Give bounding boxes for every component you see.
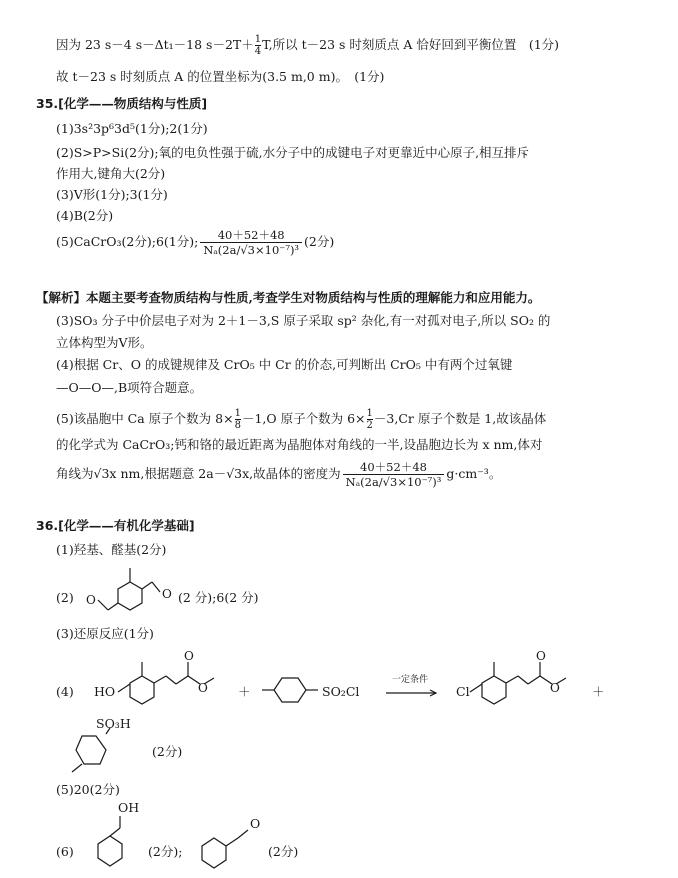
q36-answer-6-label: (6) [56, 844, 74, 859]
explain-5b: 的化学式为 CaCrO₃;钙和铬的最近距离为晶胞体对角线的一半,设晶胞边长为 x nm,体对 [56, 437, 543, 452]
e5a-part3: －3,Cr 原子个数是 1,故该晶体 [373, 411, 547, 426]
q36-heading: 36.[化学——有机化学基础] [36, 518, 195, 533]
q35-heading: 35.[化学——物质结构与性质] [36, 96, 208, 111]
q35-answer-5 [56, 228, 334, 257]
tosic-acid-structure [62, 728, 122, 778]
reactant-ester-structure [118, 648, 228, 708]
q36-answer-4-score: (2分) [152, 744, 183, 759]
fraction-quarter: $\frac{1}{4}$ [254, 34, 262, 57]
ho-group-label: HO [94, 684, 116, 699]
so2cl-label: SO₂Cl [322, 684, 360, 699]
text-line-1 [56, 34, 559, 57]
o-label: O [250, 816, 261, 831]
q36-answer-3: (3)还原反应(1分) [56, 626, 154, 641]
q35-answer-4: (4)B(2分) [56, 208, 114, 223]
product-ester-structure [470, 648, 580, 708]
explain-3b: 立体构型为V形。 [56, 335, 153, 350]
density-fraction-2: $\frac{40+52+48}{\text{Nₐ(2a/√3×10⁻⁷)³}}$ [343, 460, 445, 489]
analysis-tag: 【解析】 [36, 290, 87, 305]
q35-answer-1: (1)3s²3p⁶3d⁵(1分);2(1分) [56, 121, 208, 136]
svg-text:O: O [162, 587, 172, 601]
svg-text:O: O [184, 649, 194, 663]
q35-answer-3: (3)V形(1分);3(1分) [56, 187, 168, 202]
explain-5a [56, 408, 546, 431]
explain-5c [56, 460, 501, 489]
line1-end: T,所以 t－23 s 时刻质点 A 恰好回到平衡位置 (1分) [262, 37, 560, 52]
e5a-part1: (5)该晶胞中 Ca 原子个数为 8× [56, 411, 234, 426]
e5a-part2: －1,O 原子个数为 6× [241, 411, 366, 426]
plus-sign-1: ＋ [238, 684, 251, 699]
plus-sign-2: ＋ [592, 684, 605, 699]
q35-answer-2a: (2)S>P>Si(2分);氧的电负性强于硫,水分子中的成键电子对更靠近中心原子,相互排斥 [56, 145, 530, 160]
oh-label: OH [118, 800, 140, 815]
explain-4b: —O—O—,B项符合题意。 [56, 380, 203, 395]
e5c-part1: 角线为√3x nm,根据题意 2a－√3x,故晶体的密度为 [56, 466, 341, 481]
explain-4a: (4)根据 Cr、O 的成键规律及 CrO₅ 中 Cr 的价态,可判断出 CrO₅ 中有两个过氧键 [56, 357, 513, 372]
density-fraction: $\frac{40+52+48}{\text{Nₐ(2a/√3×10⁻⁷)³}}$ [200, 228, 302, 257]
condition-label: 一定条件 [392, 675, 429, 685]
so3h-label: SO₃H [96, 716, 131, 731]
fraction-eighth: $\frac{1}{8}$ [234, 408, 241, 431]
svg-text:O: O [86, 593, 96, 607]
svg-text:O: O [198, 681, 208, 695]
a5-suffix: (2分) [304, 234, 335, 249]
dialdehyde-structure [80, 562, 190, 622]
q36-answer-1: (1)羟基、醛基(2分) [56, 542, 167, 557]
q36-answer-2-score: (2 分);6(2 分) [178, 590, 259, 605]
a5-prefix: (5)CaCrO₃(2分);6(1分); [56, 234, 199, 249]
svg-text:O: O [550, 681, 560, 695]
fraction-half: $\frac{1}{2}$ [366, 408, 373, 431]
e5c-part2: g·cm⁻³。 [446, 466, 502, 481]
cl-label: Cl [456, 684, 470, 699]
benzaldehyde-structure [196, 822, 266, 872]
analysis-heading: 本题主要考查物质结构与性质,考查学生对物质结构与性质的理解能力和应用能力。 [86, 290, 541, 305]
analysis-line [36, 290, 540, 306]
reaction-arrow [384, 688, 444, 698]
q36-answer-4-label: (4) [56, 684, 74, 699]
line1-start: 因为 23 s－4 s－Δt₁－18 s－2T＋ [56, 37, 254, 52]
q36-answer-6-score-2: (2分) [268, 844, 299, 859]
text-line-2: 故 t－23 s 时刻质点 A 的位置坐标为(3.5 m,0 m)。 (1分) [56, 69, 385, 84]
q36-answer-5: (5)20(2分) [56, 782, 120, 797]
q36-answer-6-score-1: (2分); [148, 844, 183, 859]
explain-3a: (3)SO₃ 分子中价层电子对为 2＋1－3,S 原子采取 sp² 杂化,有一对孤对电子,所以 SO₂ 的 [56, 313, 551, 328]
q35-answer-2b: 作用大,键角大(2分) [56, 166, 166, 181]
benzyl-alcohol-structure [80, 814, 140, 870]
svg-text:O: O [536, 649, 546, 663]
q36-answer-2-label: (2) [56, 590, 74, 605]
